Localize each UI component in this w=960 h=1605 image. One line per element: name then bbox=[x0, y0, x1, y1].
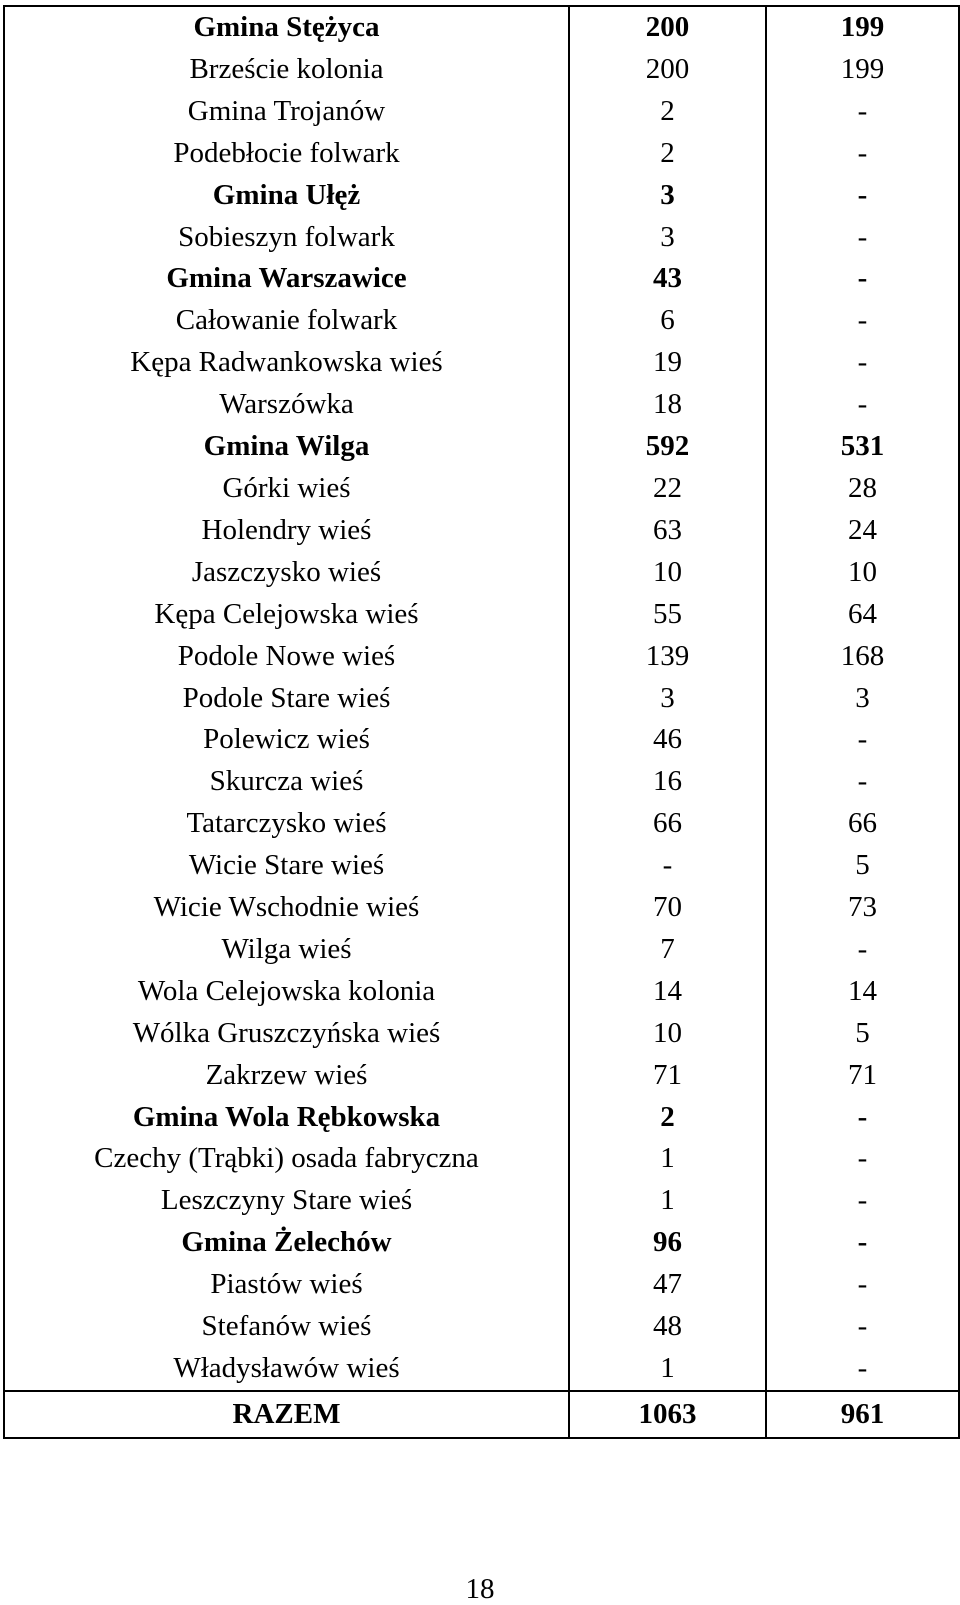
row-value-a-cell: 18 bbox=[569, 384, 766, 426]
row-name-cell: Holendry wieś bbox=[4, 510, 569, 552]
row-name-cell: Brzeście kolonia bbox=[4, 49, 569, 91]
table-row bbox=[4, 1348, 959, 1391]
row-name-cell: Tatarczysko wieś bbox=[4, 803, 569, 845]
row-value-b-cell: - bbox=[766, 1264, 959, 1306]
row-value-b-cell: - bbox=[766, 1097, 959, 1139]
row-value-b-cell: 531 bbox=[766, 426, 959, 468]
row-name-cell: Kępa Celejowska wieś bbox=[4, 594, 569, 636]
row-value-b-cell: 5 bbox=[766, 845, 959, 887]
row-value-a-cell: 63 bbox=[569, 510, 766, 552]
table-row bbox=[4, 426, 959, 468]
table-row bbox=[4, 1180, 959, 1222]
row-name-cell: Leszczyny Stare wieś bbox=[4, 1180, 569, 1222]
row-value-a-cell: 66 bbox=[569, 803, 766, 845]
row-name-cell: Podole Nowe wieś bbox=[4, 636, 569, 678]
row-value-a-cell: 47 bbox=[569, 1264, 766, 1306]
table-row bbox=[4, 845, 959, 887]
data-table-container bbox=[3, 5, 958, 1439]
table-row bbox=[4, 1138, 959, 1180]
row-value-a-cell: 43 bbox=[569, 258, 766, 300]
row-value-a-cell: 3 bbox=[569, 175, 766, 217]
row-value-a-cell: 2 bbox=[569, 133, 766, 175]
row-name-cell: Władysławów wieś bbox=[4, 1348, 569, 1391]
table-row bbox=[4, 1055, 959, 1097]
table-row bbox=[4, 384, 959, 426]
row-value-b-cell: - bbox=[766, 1348, 959, 1391]
row-value-b-cell: - bbox=[766, 300, 959, 342]
row-name-cell: Kępa Radwankowska wieś bbox=[4, 342, 569, 384]
row-value-a-cell: 10 bbox=[569, 1013, 766, 1055]
row-value-a-cell: 22 bbox=[569, 468, 766, 510]
table-row bbox=[4, 678, 959, 720]
row-value-b-cell: 3 bbox=[766, 678, 959, 720]
table-row bbox=[4, 929, 959, 971]
row-name-cell: Polewicz wieś bbox=[4, 719, 569, 761]
row-name-cell: Wicie Stare wieś bbox=[4, 845, 569, 887]
row-value-b-cell: - bbox=[766, 1306, 959, 1348]
row-name-cell: Gmina Warszawice bbox=[4, 258, 569, 300]
row-value-b-cell: 199 bbox=[766, 49, 959, 91]
row-value-b-cell: - bbox=[766, 175, 959, 217]
row-value-b-cell: - bbox=[766, 761, 959, 803]
row-value-b-cell: - bbox=[766, 133, 959, 175]
row-value-a-cell: 71 bbox=[569, 1055, 766, 1097]
total-value-a: 1063 bbox=[569, 1391, 766, 1438]
row-value-b-cell: 14 bbox=[766, 971, 959, 1013]
row-name-cell: Podebłocie folwark bbox=[4, 133, 569, 175]
row-value-a-cell: 55 bbox=[569, 594, 766, 636]
table-row bbox=[4, 1264, 959, 1306]
table-row bbox=[4, 1306, 959, 1348]
table-row bbox=[4, 971, 959, 1013]
row-value-a-cell: 200 bbox=[569, 6, 766, 49]
row-value-a-cell: 7 bbox=[569, 929, 766, 971]
row-name-cell: Skurcza wieś bbox=[4, 761, 569, 803]
total-label: RAZEM bbox=[4, 1391, 569, 1438]
row-value-a-cell: - bbox=[569, 845, 766, 887]
table-row bbox=[4, 217, 959, 259]
table-row bbox=[4, 1222, 959, 1264]
table-row bbox=[4, 91, 959, 133]
row-name-cell: Podole Stare wieś bbox=[4, 678, 569, 720]
row-value-a-cell: 6 bbox=[569, 300, 766, 342]
row-name-cell: Gmina Żelechów bbox=[4, 1222, 569, 1264]
row-value-a-cell: 70 bbox=[569, 887, 766, 929]
table-row bbox=[4, 258, 959, 300]
row-name-cell: Warszówka bbox=[4, 384, 569, 426]
row-value-a-cell: 3 bbox=[569, 678, 766, 720]
table-row bbox=[4, 1097, 959, 1139]
row-value-b-cell: 66 bbox=[766, 803, 959, 845]
row-value-b-cell: 28 bbox=[766, 468, 959, 510]
table-row bbox=[4, 552, 959, 594]
row-value-b-cell: 24 bbox=[766, 510, 959, 552]
table-row bbox=[4, 342, 959, 384]
table-row bbox=[4, 175, 959, 217]
table-row bbox=[4, 761, 959, 803]
row-value-b-cell: 199 bbox=[766, 6, 959, 49]
table-row bbox=[4, 803, 959, 845]
row-value-b-cell: - bbox=[766, 929, 959, 971]
row-value-a-cell: 1 bbox=[569, 1180, 766, 1222]
table-row bbox=[4, 133, 959, 175]
table-row bbox=[4, 49, 959, 91]
row-name-cell: Całowanie folwark bbox=[4, 300, 569, 342]
row-value-a-cell: 96 bbox=[569, 1222, 766, 1264]
row-value-a-cell: 2 bbox=[569, 91, 766, 133]
row-value-a-cell: 3 bbox=[569, 217, 766, 259]
row-value-a-cell: 2 bbox=[569, 1097, 766, 1139]
row-value-b-cell: - bbox=[766, 258, 959, 300]
row-name-cell: Górki wieś bbox=[4, 468, 569, 510]
row-value-b-cell: - bbox=[766, 217, 959, 259]
row-value-a-cell: 19 bbox=[569, 342, 766, 384]
row-name-cell: Gmina Wilga bbox=[4, 426, 569, 468]
row-value-a-cell: 48 bbox=[569, 1306, 766, 1348]
row-value-a-cell: 1 bbox=[569, 1138, 766, 1180]
table-row bbox=[4, 636, 959, 678]
table-row bbox=[4, 300, 959, 342]
row-name-cell: Jaszczysko wieś bbox=[4, 552, 569, 594]
row-value-a-cell: 14 bbox=[569, 971, 766, 1013]
row-name-cell: Wólka Gruszczyńska wieś bbox=[4, 1013, 569, 1055]
table-row bbox=[4, 1013, 959, 1055]
table-row bbox=[4, 594, 959, 636]
row-name-cell: Wola Celejowska kolonia bbox=[4, 971, 569, 1013]
row-value-b-cell: 168 bbox=[766, 636, 959, 678]
total-value-b: 961 bbox=[766, 1391, 959, 1438]
table-row bbox=[4, 887, 959, 929]
row-value-b-cell: - bbox=[766, 91, 959, 133]
table-row bbox=[4, 6, 959, 49]
row-value-a-cell: 10 bbox=[569, 552, 766, 594]
row-name-cell: Gmina Stężyca bbox=[4, 6, 569, 49]
page-number: 18 bbox=[465, 1573, 495, 1605]
row-name-cell: Czechy (Trąbki) osada fabryczna bbox=[4, 1138, 569, 1180]
table-row bbox=[4, 510, 959, 552]
row-value-b-cell: - bbox=[766, 1222, 959, 1264]
row-value-b-cell: - bbox=[766, 384, 959, 426]
data-table bbox=[3, 5, 960, 1439]
row-value-a-cell: 592 bbox=[569, 426, 766, 468]
row-value-a-cell: 1 bbox=[569, 1348, 766, 1391]
row-value-b-cell: 5 bbox=[766, 1013, 959, 1055]
row-value-b-cell: 71 bbox=[766, 1055, 959, 1097]
row-name-cell: Gmina Wola Rębkowska bbox=[4, 1097, 569, 1139]
row-name-cell: Sobieszyn folwark bbox=[4, 217, 569, 259]
row-name-cell: Wilga wieś bbox=[4, 929, 569, 971]
total-row bbox=[4, 1391, 959, 1438]
row-value-b-cell: - bbox=[766, 719, 959, 761]
row-value-a-cell: 139 bbox=[569, 636, 766, 678]
row-value-b-cell: - bbox=[766, 342, 959, 384]
row-value-b-cell: - bbox=[766, 1180, 959, 1222]
row-value-a-cell: 200 bbox=[569, 49, 766, 91]
row-value-b-cell: 64 bbox=[766, 594, 959, 636]
row-name-cell: Wicie Wschodnie wieś bbox=[4, 887, 569, 929]
row-name-cell: Stefanów wieś bbox=[4, 1306, 569, 1348]
table-body bbox=[4, 6, 959, 1391]
row-value-b-cell: 73 bbox=[766, 887, 959, 929]
row-name-cell: Gmina Trojanów bbox=[4, 91, 569, 133]
row-name-cell: Zakrzew wieś bbox=[4, 1055, 569, 1097]
row-value-a-cell: 16 bbox=[569, 761, 766, 803]
row-name-cell: Gmina Ułęż bbox=[4, 175, 569, 217]
row-value-b-cell: 10 bbox=[766, 552, 959, 594]
table-row bbox=[4, 719, 959, 761]
row-value-b-cell: - bbox=[766, 1138, 959, 1180]
row-value-a-cell: 46 bbox=[569, 719, 766, 761]
row-name-cell: Piastów wieś bbox=[4, 1264, 569, 1306]
table-row bbox=[4, 468, 959, 510]
